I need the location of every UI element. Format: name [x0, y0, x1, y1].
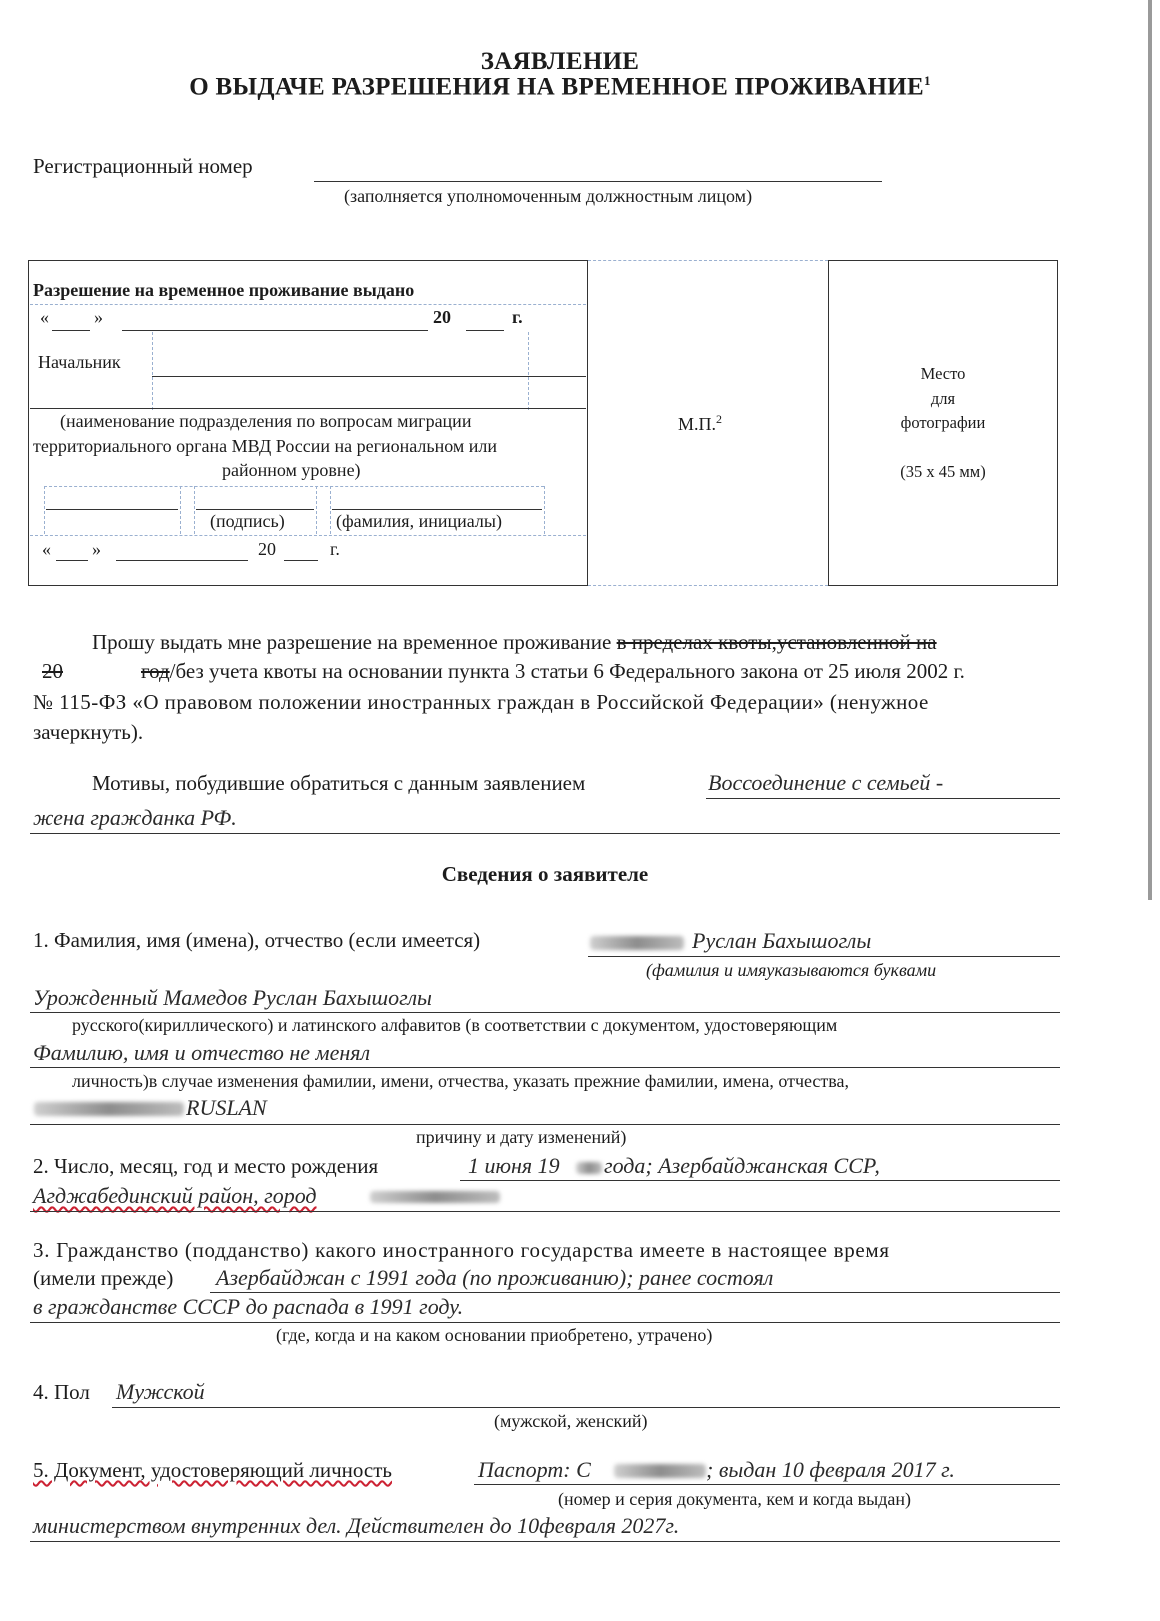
request-struck-year: 20 — [42, 659, 63, 683]
item5-label — [33, 1458, 392, 1483]
chief-name-line-1[interactable] — [152, 376, 586, 377]
redacted-latin-surname — [34, 1102, 184, 1116]
redacted-passport-number — [614, 1464, 706, 1478]
quote-close-2: » — [92, 539, 101, 559]
quote-open-2: « — [42, 539, 51, 559]
stamp-text: М.П. — [678, 414, 717, 434]
item5-value-2[interactable]: министерством внутренних дел. Действителен до 10февраля 2027г. — [33, 1513, 680, 1538]
dept-caption-1: (наименование подразделения по вопросам миграции — [60, 411, 472, 431]
signature-line[interactable] — [196, 509, 314, 510]
year-suffix-1: г. — [512, 307, 523, 327]
dept-caption-3: районном уровне) — [222, 460, 361, 480]
item4-value[interactable]: Мужской — [116, 1379, 205, 1404]
sign-day-line[interactable] — [56, 560, 88, 561]
item5-value-a[interactable]: Паспорт: С — [478, 1457, 591, 1482]
photo-label-2: для — [930, 389, 956, 408]
request-text-2: /без учета квоты на основании пункта 3 статьи 6 Федерального закона от 25 июля 2002 г. — [169, 659, 965, 683]
item1-value-2[interactable]: Урожденный Мамедов Руслан Бахышоглы — [33, 985, 432, 1010]
motives-value-1[interactable]: Воссоединение с семьей - — [708, 770, 944, 795]
stamp-label — [678, 412, 722, 435]
item3-value-2[interactable]: в гражданстве СССР до распада в 1991 году. — [33, 1294, 464, 1319]
name-caption: (фамилия, инициалы) — [336, 511, 502, 531]
title-footnote: 1 — [923, 73, 931, 88]
item3-label-2: (имели прежде) — [33, 1266, 174, 1290]
redacted-surname — [590, 936, 684, 950]
item1-caption-3: личность)в случае изменения фамилии, имени, отчества, указать прежние фамилии, имена, отчества, — [72, 1071, 850, 1091]
photo-label-1: Место — [920, 364, 966, 383]
item1-value-3[interactable]: Фамилию, имя и отчество не менял — [33, 1040, 371, 1065]
registration-label: Регистрационный номер — [33, 154, 253, 178]
title-text: О ВЫДАЧЕ РАЗРЕШЕНИЯ НА ВРЕМЕННОЕ ПРОЖИВАНИЕ — [189, 73, 924, 101]
item5-label-text: 5. Документ, удостоверяющий личность — [33, 1458, 392, 1482]
quote-open-1: « — [40, 307, 49, 327]
registration-caption: (заполняется уполномоченным должностным лицом) — [344, 186, 753, 206]
photo-label-3: фотографии — [900, 413, 986, 432]
item2-value-b[interactable]: года; Азербайджанская ССР, — [604, 1153, 880, 1178]
item2-label: 2. Число, месяц, год и место рождения — [33, 1154, 379, 1178]
stamp-footnote: 2 — [716, 412, 723, 426]
request-text-1: Прошу выдать мне разрешение на временное проживание — [92, 630, 612, 654]
issue-day-line[interactable] — [52, 330, 90, 331]
item3-label-1: 3. Гражданство (подданство) какого иностранного государства имеете в настоящее время — [33, 1238, 890, 1262]
item1-caption-1: (фамилия и имяуказываются буквами — [646, 960, 937, 980]
extra-line[interactable] — [46, 509, 178, 510]
registration-input-line[interactable] — [314, 181, 882, 182]
quote-close-1: » — [94, 307, 103, 327]
redacted-birth-year — [576, 1162, 602, 1174]
request-line-2 — [42, 659, 965, 684]
redacted-city — [370, 1191, 500, 1203]
title-line-1: ЗАЯВЛЕНИЕ — [480, 48, 640, 75]
signature-caption: (подпись) — [210, 511, 285, 531]
official-box-heading: Разрешение на временное проживание выдано — [33, 280, 415, 300]
item4-caption: (мужской, женский) — [494, 1411, 648, 1431]
item1-label: 1. Фамилия, имя (имена), отчество (если имеется) — [33, 928, 481, 952]
item1-value-4[interactable]: RUSLAN — [186, 1095, 267, 1120]
section-title: Сведения о заявителе — [441, 862, 649, 886]
item2-value-a[interactable]: 1 июня 19 — [468, 1153, 560, 1178]
issue-year-line[interactable] — [466, 330, 504, 331]
issue-month-line[interactable] — [122, 330, 428, 331]
item1-caption-4: причину и дату изменений) — [416, 1127, 627, 1147]
sign-month-line[interactable] — [116, 560, 248, 561]
item1-caption-2: русского(кириллического) и латинского алфавитов (в соответствии с документом, удостоверяющим — [72, 1015, 838, 1035]
photo-size: (35 х 45 мм) — [900, 462, 986, 481]
motives-label: Мотивы, побудившие обратиться с данным заявлением — [92, 771, 586, 795]
year-prefix-2: 20 — [258, 539, 276, 559]
title-line-2 — [0, 73, 1120, 101]
item5-value-b[interactable]: ; выдан 10 февраля 2017 г. — [706, 1457, 955, 1482]
request-line-3: № 115-ФЗ «О правовом положении иностранных граждан в Российской Федерации» (ненужное — [33, 690, 929, 714]
item3-value-1[interactable]: Азербайджан с 1991 года (по проживанию); ранее состоял — [216, 1265, 774, 1290]
year-suffix-2: г. — [330, 539, 340, 559]
motives-value-2[interactable]: жена гражданка РФ. — [33, 805, 237, 830]
sign-year-line[interactable] — [284, 560, 318, 561]
item3-caption: (где, когда и на каком основании приобретено, утрачено) — [276, 1325, 713, 1345]
item1-value[interactable]: Руслан Бахышоглы — [692, 928, 872, 953]
chief-label: Начальник — [38, 352, 121, 372]
scrollbar[interactable] — [1148, 0, 1152, 900]
item5-caption: (номер и серия документа, кем и когда выдан) — [558, 1489, 912, 1509]
request-struck-1: в пределах квоты,установленной на — [616, 630, 937, 654]
dept-caption-2: территориального органа МВД России на региональном или — [33, 436, 498, 456]
year-prefix-1: 20 — [433, 307, 451, 327]
request-line-4: зачеркнуть). — [33, 720, 144, 744]
chief-name-line-2[interactable] — [30, 408, 586, 409]
item4-label: 4. Пол — [33, 1380, 90, 1404]
official-name-line[interactable] — [332, 509, 542, 510]
request-struck-2: год — [141, 659, 170, 683]
request-line-1 — [92, 630, 937, 655]
item2-value-2[interactable]: Агджабединский район, город — [33, 1183, 317, 1208]
